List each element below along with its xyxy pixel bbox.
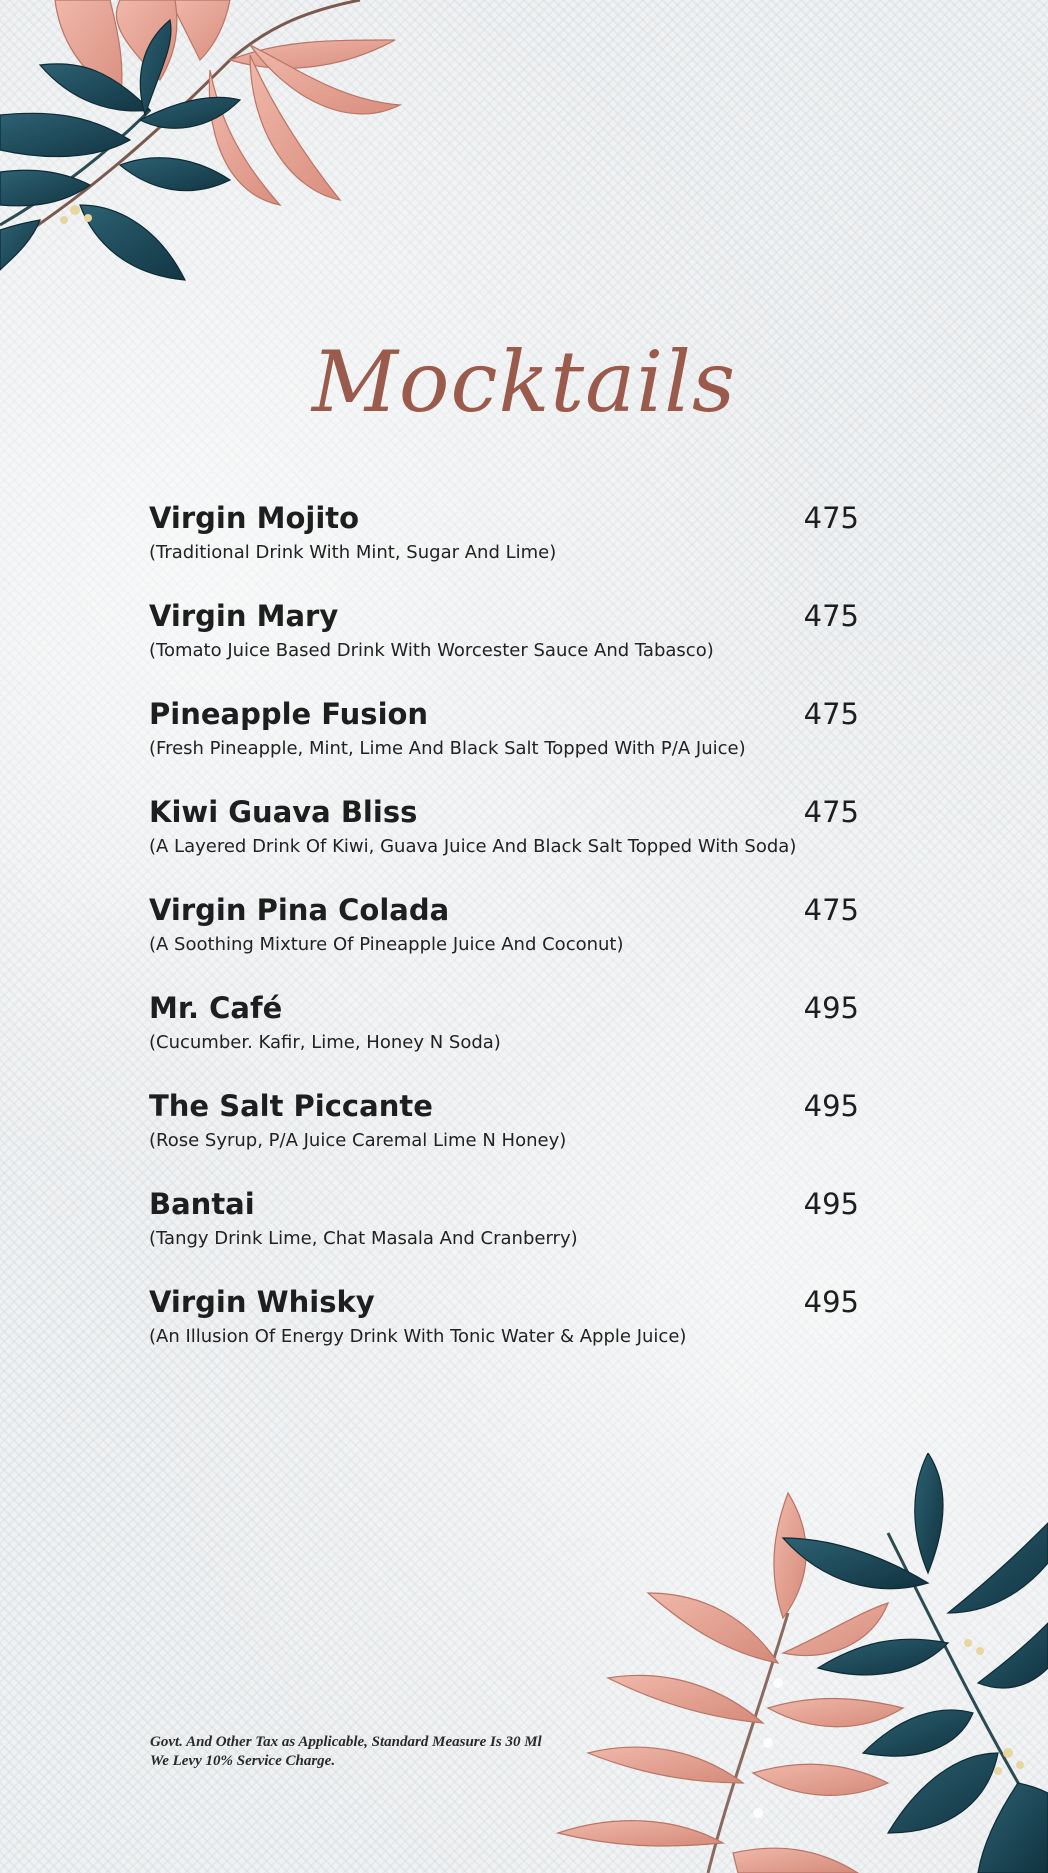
- item-name: Pineapple Fusion: [149, 697, 429, 731]
- tax-note-line-1: Govt. And Other Tax as Applicable, Standard Measure Is 30 Ml: [150, 1734, 542, 1750]
- item-description: (Tangy Drink Lime, Chat Masala And Cranberry): [149, 1228, 578, 1249]
- item-name: Bantai: [149, 1187, 255, 1221]
- item-price: 495: [803, 1187, 859, 1221]
- menu-item: [149, 1180, 859, 1278]
- menu-item: [149, 592, 859, 690]
- item-price: 475: [803, 795, 859, 829]
- menu-item: [149, 788, 859, 886]
- menu-item: [149, 494, 859, 592]
- item-description: (A Soothing Mixture Of Pineapple Juice And Coconut): [149, 934, 624, 955]
- menu-item: [149, 690, 859, 788]
- menu-title: Mocktails: [311, 333, 737, 431]
- tax-note: [150, 1733, 542, 1771]
- item-name: Virgin Mojito: [149, 501, 360, 535]
- item-description: (Fresh Pineapple, Mint, Lime And Black Salt Topped With P/A Juice): [149, 738, 746, 759]
- item-name: Mr. Café: [149, 991, 283, 1025]
- item-name: Kiwi Guava Bliss: [149, 795, 418, 829]
- tax-note-line-2: We Levy 10% Service Charge.: [150, 1753, 336, 1769]
- item-description: (Tomato Juice Based Drink With Worcester Sauce And Tabasco): [149, 640, 714, 661]
- botanical-leaves-bottom-right-icon: [528, 1453, 1048, 1873]
- item-price: 495: [803, 991, 859, 1025]
- item-price: 495: [803, 1285, 859, 1319]
- menu-list: [149, 494, 859, 1376]
- item-description: (Rose Syrup, P/A Juice Caremal Lime N Honey): [149, 1130, 567, 1151]
- menu-item: [149, 886, 859, 984]
- item-price: 475: [803, 599, 859, 633]
- menu-item: [149, 1278, 859, 1376]
- botanical-leaves-top-left-icon: [0, 0, 420, 310]
- item-price: 475: [803, 501, 859, 535]
- item-name: Virgin Mary: [149, 599, 339, 633]
- item-price: 475: [803, 893, 859, 927]
- item-name: Virgin Whisky: [149, 1285, 375, 1319]
- item-name: Virgin Pina Colada: [149, 893, 450, 927]
- item-description: (Traditional Drink With Mint, Sugar And Lime): [149, 542, 557, 563]
- item-description: (A Layered Drink Of Kiwi, Guava Juice And Black Salt Topped With Soda): [149, 836, 797, 857]
- item-price: 495: [803, 1089, 859, 1123]
- item-price: 475: [803, 697, 859, 731]
- menu-item: [149, 984, 859, 1082]
- item-description: (An Illusion Of Energy Drink With Tonic Water & Apple Juice): [149, 1326, 687, 1347]
- menu-item: [149, 1082, 859, 1180]
- item-name: The Salt Piccante: [149, 1089, 433, 1123]
- item-description: (Cucumber. Kafir, Lime, Honey N Soda): [149, 1032, 501, 1053]
